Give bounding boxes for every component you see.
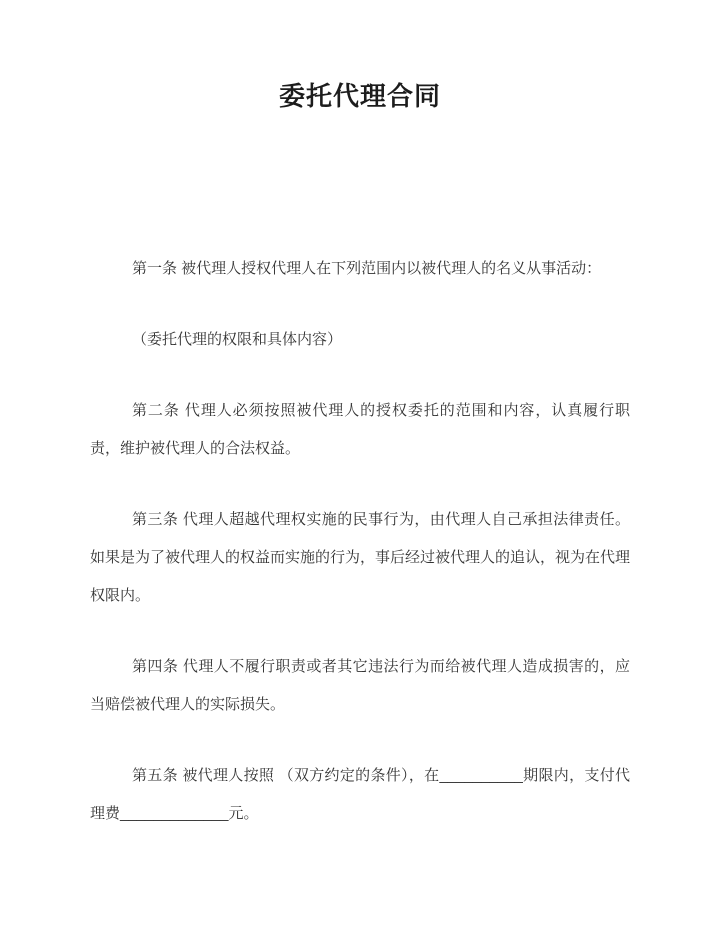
clause-2-duties: 第二条 代理人必须按照被代理人的授权委托的范围和内容，认真履行职责，维护被代理人的合法权益。 [90,402,630,457]
document-title: 委托代理合同 [278,82,441,111]
clause-1-authorization: 第一条 被代理人授权代理人在下列范围内以被代理人的名义从事活动： [132,260,602,277]
note-agency-scope: （委托代理的权限和具体内容） [132,331,343,348]
clause-5-agency-fee: 第五条 被代理人按照 （双方约定的条件），在__________期限内，支付代理费_____________元。 [90,767,630,822]
clause-3-liability: 第三条 代理人超越代理权实施的民事行为，由代理人自己承担法律责任。如果是为了被代理人的权益而实施的行为，事后经过被代理人的追认，视为在代理权限内。 [90,511,631,604]
clause-4-compensation: 第四条 代理人不履行职责或者其它违法行为而给被代理人造成损害的，应当赔偿被代理人的实际损失。 [90,658,630,713]
